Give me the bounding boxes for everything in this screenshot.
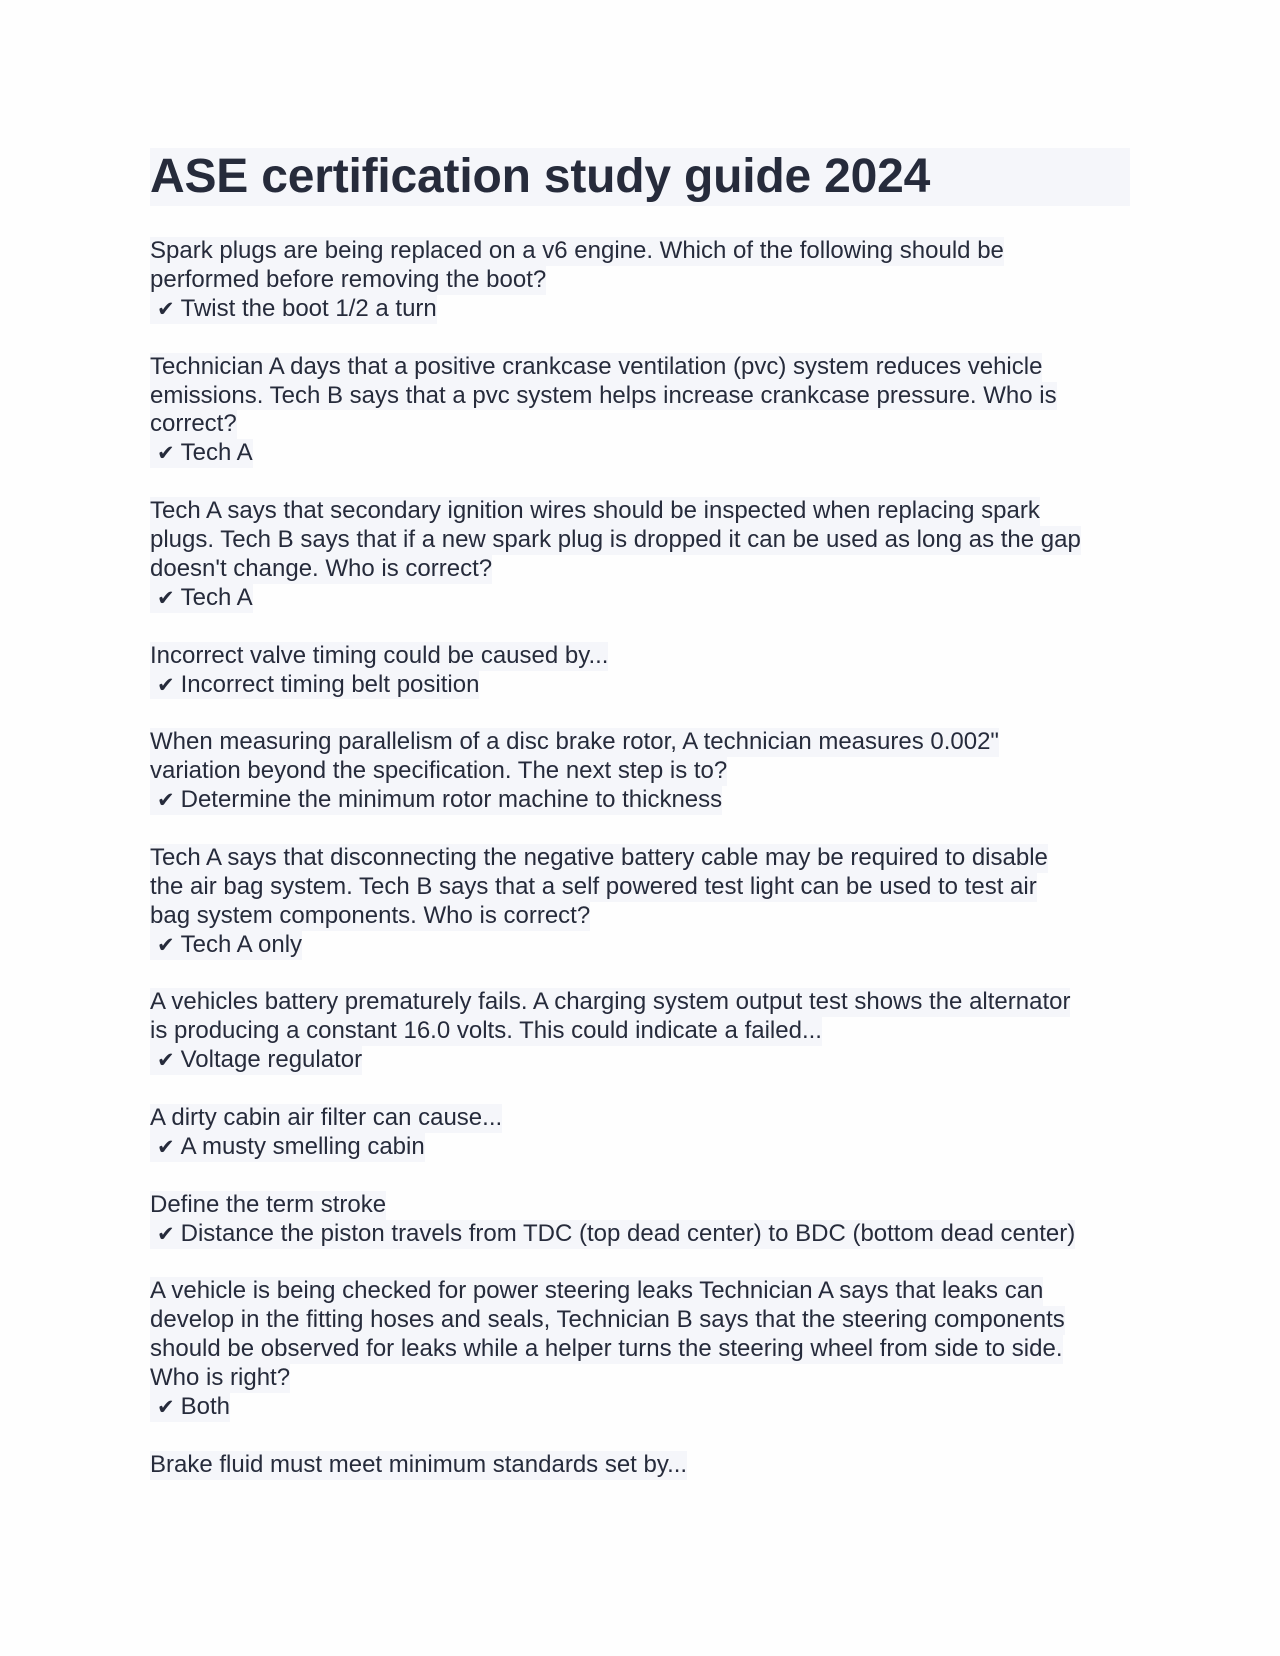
- answer-text: Incorrect timing belt position: [180, 670, 480, 698]
- answer-text: Distance the piston travels from TDC (top dead center) to BDC (bottom dead center): [180, 1219, 1076, 1247]
- checkmark-icon: ✔: [157, 441, 175, 466]
- question-text: Brake fluid must meet minimum standards set by...: [150, 1450, 688, 1478]
- checkmark-icon: ✔: [157, 1395, 175, 1420]
- answer: [150, 1046, 362, 1075]
- answer-text: Both: [180, 1393, 230, 1421]
- question-text: Tech A says that disconnecting the negative battery cable may be required to disable: [150, 843, 1048, 871]
- checkmark-icon: ✔: [157, 1048, 175, 1073]
- answer: [150, 1133, 425, 1162]
- qa-list: [150, 237, 1130, 1480]
- answer: [150, 295, 437, 324]
- answer-text: Twist the boot 1/2 a turn: [180, 294, 437, 322]
- checkmark-icon: ✔: [157, 296, 175, 321]
- answer: [150, 931, 302, 960]
- qa-item: [150, 237, 1130, 324]
- question-text: A vehicles battery prematurely fails. A charging system output test shows the alternator: [150, 988, 1071, 1016]
- question-text: Spark plugs are being replaced on a v6 engine. Which of the following should be: [150, 237, 1004, 264]
- qa-item: [150, 1277, 1130, 1422]
- answer: [150, 439, 253, 468]
- answer: [150, 1220, 1075, 1249]
- question-text: correct?: [150, 410, 237, 438]
- question-text: performed before removing the boot?: [150, 265, 547, 293]
- answer-text: A musty smelling cabin: [180, 1132, 425, 1160]
- answer: [150, 584, 253, 613]
- checkmark-icon: ✔: [157, 585, 175, 610]
- answer-text: Tech A: [180, 583, 253, 611]
- answer: [150, 1393, 230, 1422]
- qa-item: [150, 728, 1130, 815]
- answer-text: Determine the minimum rotor machine to thickness: [180, 786, 723, 814]
- question-text: Tech A says that secondary ignition wires should be inspected when replacing spark: [150, 497, 1040, 525]
- question-text: bag system components. Who is correct?: [150, 901, 591, 929]
- qa-item: [150, 1104, 1130, 1162]
- question-text: A vehicle is being checked for power steering leaks Technician A says that leaks can: [150, 1277, 1044, 1305]
- qa-item: [150, 1451, 1130, 1480]
- qa-item: [150, 353, 1130, 469]
- document-page: [150, 148, 1130, 1509]
- question-text: Technician A days that a positive crankcase ventilation (pvc) system reduces vehicle: [150, 352, 1043, 380]
- qa-item: [150, 988, 1130, 1075]
- qa-item: [150, 844, 1130, 960]
- checkmark-icon: ✔: [157, 788, 175, 813]
- qa-item: [150, 497, 1130, 613]
- checkmark-icon: ✔: [157, 1221, 175, 1246]
- question-text: Define the term stroke: [150, 1190, 387, 1218]
- qa-item: [150, 1191, 1130, 1249]
- question-text: develop in the fitting hoses and seals, Technician B says that the steering components: [150, 1306, 1065, 1334]
- checkmark-icon: ✔: [157, 932, 175, 957]
- question-text: the air bag system. Tech B says that a self powered test light can be used to test air: [150, 872, 1037, 900]
- answer-text: Tech A: [180, 439, 253, 467]
- answer: [150, 786, 722, 815]
- checkmark-icon: ✔: [157, 1134, 175, 1159]
- question-text: emissions. Tech B says that a pvc system helps increase crankcase pressure. Who is: [150, 381, 1057, 409]
- question-text: should be observed for leaks while a helper turns the steering wheel from side to side.: [150, 1335, 1063, 1363]
- question-text: Who is right?: [150, 1364, 291, 1392]
- answer-text: Voltage regulator: [180, 1046, 363, 1074]
- question-text: A dirty cabin air filter can cause...: [150, 1104, 503, 1132]
- answer: [150, 671, 479, 700]
- page-title: ASE certification study guide 2024: [150, 148, 1130, 206]
- question-text: When measuring parallelism of a disc brake rotor, A technician measures 0.002": [150, 728, 999, 756]
- qa-item: [150, 642, 1130, 700]
- checkmark-icon: ✔: [157, 672, 175, 697]
- question-text: variation beyond the specification. The next step is to?: [150, 757, 728, 785]
- question-text: plugs. Tech B says that if a new spark plug is dropped it can be used as long as the gap: [150, 526, 1081, 554]
- answer-text: Tech A only: [180, 930, 303, 958]
- question-text: is producing a constant 16.0 volts. This could indicate a failed...: [150, 1017, 822, 1045]
- question-text: doesn't change. Who is correct?: [150, 554, 493, 582]
- question-text: Incorrect valve timing could be caused by...: [150, 641, 609, 669]
